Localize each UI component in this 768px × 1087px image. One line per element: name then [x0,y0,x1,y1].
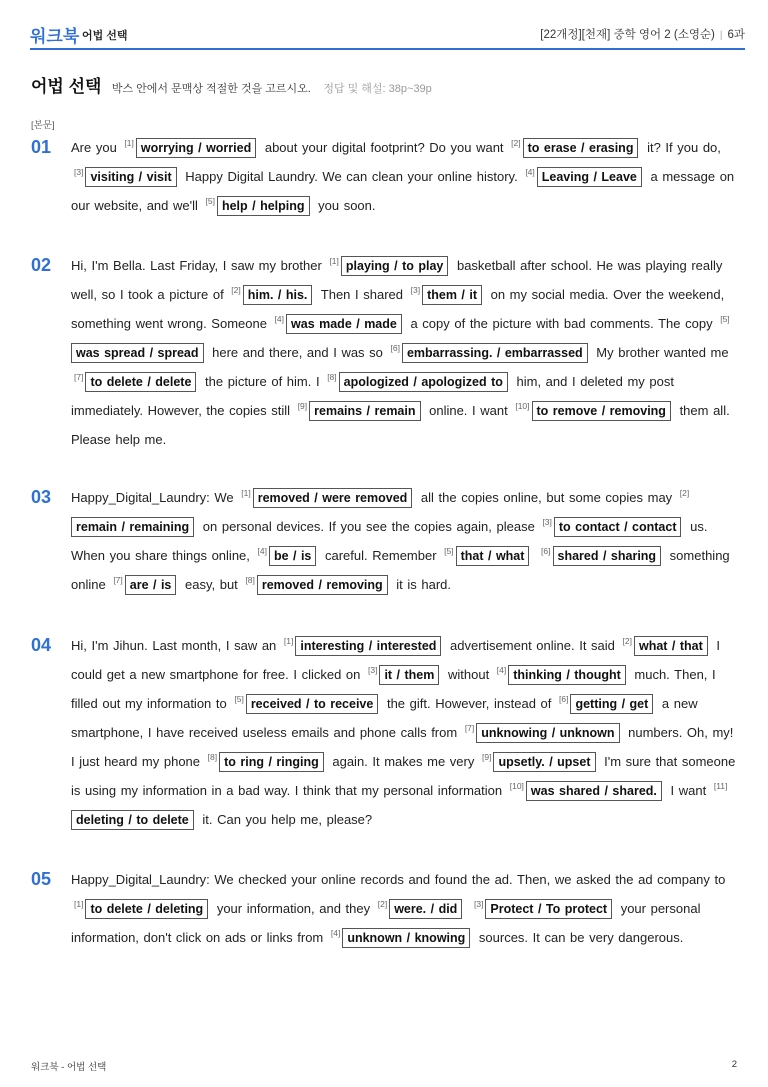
blank-number: [5] [720,314,730,324]
choice-box[interactable]: remain / remaining [71,517,194,537]
section-number: 05 [31,869,52,889]
section-number: 02 [31,255,52,275]
section-number: 01 [31,137,52,157]
blank-number: [2] [231,285,241,295]
blank-number: [2] [511,138,521,148]
passage-text: online. I want [424,403,513,418]
passage-text: about your digital footprint? Do you want [260,140,509,155]
passage-text [533,548,538,563]
blank-number: [2] [622,636,632,646]
choice-box[interactable]: Leaving / Leave [537,167,642,187]
passage-text: much. Then, I filled out my information to [71,667,716,711]
footer-label: 워크북 - 어법 선택 [31,1062,107,1073]
choice-box[interactable]: them / it [422,285,482,305]
blank-number: [1] [74,899,84,909]
passage-text: Are you [71,140,122,155]
choice-box[interactable]: Protect / To protect [485,899,612,919]
passage-text: careful. Remember [320,548,442,563]
blank-number: [2] [679,488,690,498]
passage-text: a message on our website, and we'll [71,169,735,213]
blank-number: [8] [207,752,218,762]
passage-text: basketball after school. He was playing really well, so I took a picture of [71,258,723,302]
passage-text: I could get a new smartphone for free. I clicked on [71,638,721,682]
blank-number: [11] [713,781,728,791]
section-number: 04 [31,635,52,655]
passage-text: Happy_Digital_Laundry: We [71,490,239,505]
section-text [67,251,737,454]
choice-box[interactable]: visiting / visit [85,167,176,187]
page-header [30,18,745,50]
passage-text: numbers. Oh, my! I just heard my phone [71,725,734,769]
passage-text: something online [71,548,730,592]
blank-number: [1] [283,636,294,646]
passage-text: us. When you share things online, [71,519,708,563]
passage-text: without [443,667,494,682]
passage-text: I want [665,783,711,798]
choice-box[interactable]: help / helping [217,196,310,216]
blank-number: [4] [525,167,535,177]
choice-box[interactable]: to ring / ringing [219,752,324,772]
blank-number: [2] [377,899,388,909]
passage-text: Hi, I'm Jihun. Last month, I saw an [71,638,281,653]
choice-box[interactable]: to delete / deleting [85,899,208,919]
header-subtitle: 어법 선택 [82,30,128,42]
passage-text: sources. It can be very dangerous. [474,930,684,945]
blank-number: [5] [205,196,215,206]
exercise-section [31,483,737,599]
choice-box[interactable]: interesting / interested [295,636,441,656]
passage-text: a new smartphone, I have received useless emails and phone calls from [71,696,698,740]
blank-number: [9] [481,752,492,762]
passage-text: I'm sure that someone is using my information in a bad way. I think that my personal information [71,754,736,798]
passage-text: Hi, I'm Bella. Last Friday, I saw my brother [71,258,327,273]
choice-box[interactable]: are / is [125,575,177,595]
choice-box[interactable]: him. / his. [243,285,313,305]
choice-box[interactable]: playing / to play [341,256,448,276]
choice-box[interactable]: to erase / erasing [523,138,639,158]
choice-box[interactable]: removed / removing [257,575,388,595]
blank-number: [1] [329,256,339,266]
body-tag: [본문] [31,120,55,131]
blank-number: [6] [541,546,551,556]
choice-box[interactable]: apologized / apologized to [339,372,508,392]
blank-number: [3] [542,517,552,527]
passage-text: again. It makes me very [327,754,479,769]
passage-text: My brother wanted me [591,345,729,360]
exercise-section [31,631,737,834]
passage-text: the picture of him. I [200,374,325,389]
choice-box[interactable]: be / is [269,546,316,566]
choice-box[interactable]: thinking / thought [508,665,626,685]
passage-text: your information, and they [212,901,375,916]
choice-box[interactable]: worrying / worried [136,138,256,158]
exercise-section [31,133,737,220]
blank-number: [4] [330,928,341,938]
blank-number: [3] [74,167,84,177]
passage-text: on my social media. Over the weekend, something went wrong. Someone [71,287,725,331]
passage-text: a copy of the picture with bad comments. The copy [405,316,718,331]
section-text [67,631,737,834]
blank-number: [8] [245,575,255,585]
choice-box[interactable]: to remove / removing [532,401,671,421]
passage-text: it? If you do, [642,140,721,155]
page-title: 어법 선택 [31,77,102,96]
choice-box[interactable]: embarrassing. / embarrassed [402,343,588,363]
blank-number: [9] [297,401,308,411]
choice-box[interactable]: that / what [456,546,530,566]
section-text [67,133,737,220]
choice-box[interactable]: unknown / knowing [342,928,470,948]
blank-number: [10] [515,401,530,411]
exercise-section [31,251,737,454]
blank-number: [5] [444,546,454,556]
passage-text [466,901,471,916]
page-number: 2 [731,1059,737,1070]
choice-box[interactable]: to delete / delete [85,372,196,392]
blank-number: [3] [473,899,484,909]
passage-text: Happy_Digital_Laundry: We checked your online records and found the ad. Then, we asked the ad company to [71,872,726,887]
instruction-text: 박스 안에서 문맥상 적절한 것을 고르시오. [111,83,311,95]
choice-box[interactable]: was shared / shared. [526,781,662,801]
choice-box[interactable]: was made / made [286,314,402,334]
choice-box[interactable]: were. / did [389,899,462,919]
blank-number: [4] [496,665,507,675]
blank-number: [6] [390,343,400,353]
blank-number: [7] [464,723,475,733]
blank-number: [4] [257,546,267,556]
passage-text: them all. Please help me. [71,403,730,447]
brand-logo: 워크북 [30,27,80,46]
choice-box[interactable]: received / to receive [246,694,379,714]
blank-number: [7] [74,372,84,382]
blank-number: [6] [559,694,569,704]
passage-text: it is hard. [391,577,452,592]
passage-text: Happy Digital Laundry. We can clean your online history. [180,169,523,184]
choice-box[interactable]: shared / sharing [553,546,662,566]
lesson-label: 6과 [727,29,745,41]
section-number: 03 [31,487,52,507]
passage-text: advertisement online. It said [445,638,620,653]
passage-text: your personal information, don't click on ads or links from [71,901,701,945]
passage-text: him, and I deleted my post immediately. However, the copies still [71,374,674,418]
passage-text: you soon. [313,198,376,213]
choice-box[interactable]: unknowing / unknown [476,723,619,743]
section-text [67,483,737,599]
choice-box[interactable]: what / that [634,636,708,656]
blank-number: [5] [234,694,244,704]
passage-text: the gift. However, instead of [382,696,556,711]
answer-reference: 정답 및 해설: 38p~39p [323,83,432,95]
exercise-section [31,865,737,952]
choice-box[interactable]: was spread / spread [71,343,204,363]
header-separator: | [719,30,723,41]
blank-number: [10] [509,781,524,791]
title-row [31,72,432,97]
choice-box[interactable]: upsetly. / upset [493,752,595,772]
blank-number: [3] [368,665,378,675]
header-source [540,26,745,42]
blank-number: [1] [241,488,251,498]
blank-number: [7] [113,575,123,585]
passage-text: here and there, and I was so [207,345,388,360]
choice-box[interactable]: removed / were removed [253,488,413,508]
choice-box[interactable]: to contact / contact [554,517,682,537]
passage-text: easy, but [180,577,243,592]
blank-number: [8] [327,372,337,382]
passage-text: Then I shared [316,287,408,302]
choice-box[interactable]: remains / remain [309,401,420,421]
choice-box[interactable]: getting / get [570,694,653,714]
passage-text: on personal devices. If you see the copies again, please [198,519,540,534]
blank-number: [1] [124,138,134,148]
section-text [67,865,737,952]
blank-number: [4] [274,314,285,324]
choice-box[interactable]: it / them [379,665,439,685]
blank-number: [3] [410,285,421,295]
passage-text: it. Can you help me, please? [197,812,373,827]
choice-box[interactable]: deleting / to delete [71,810,194,830]
textbook-source: [22개정][천재] 중학 영어 2 (소영순) [540,29,715,41]
passage-text: all the copies online, but some copies may [416,490,677,505]
